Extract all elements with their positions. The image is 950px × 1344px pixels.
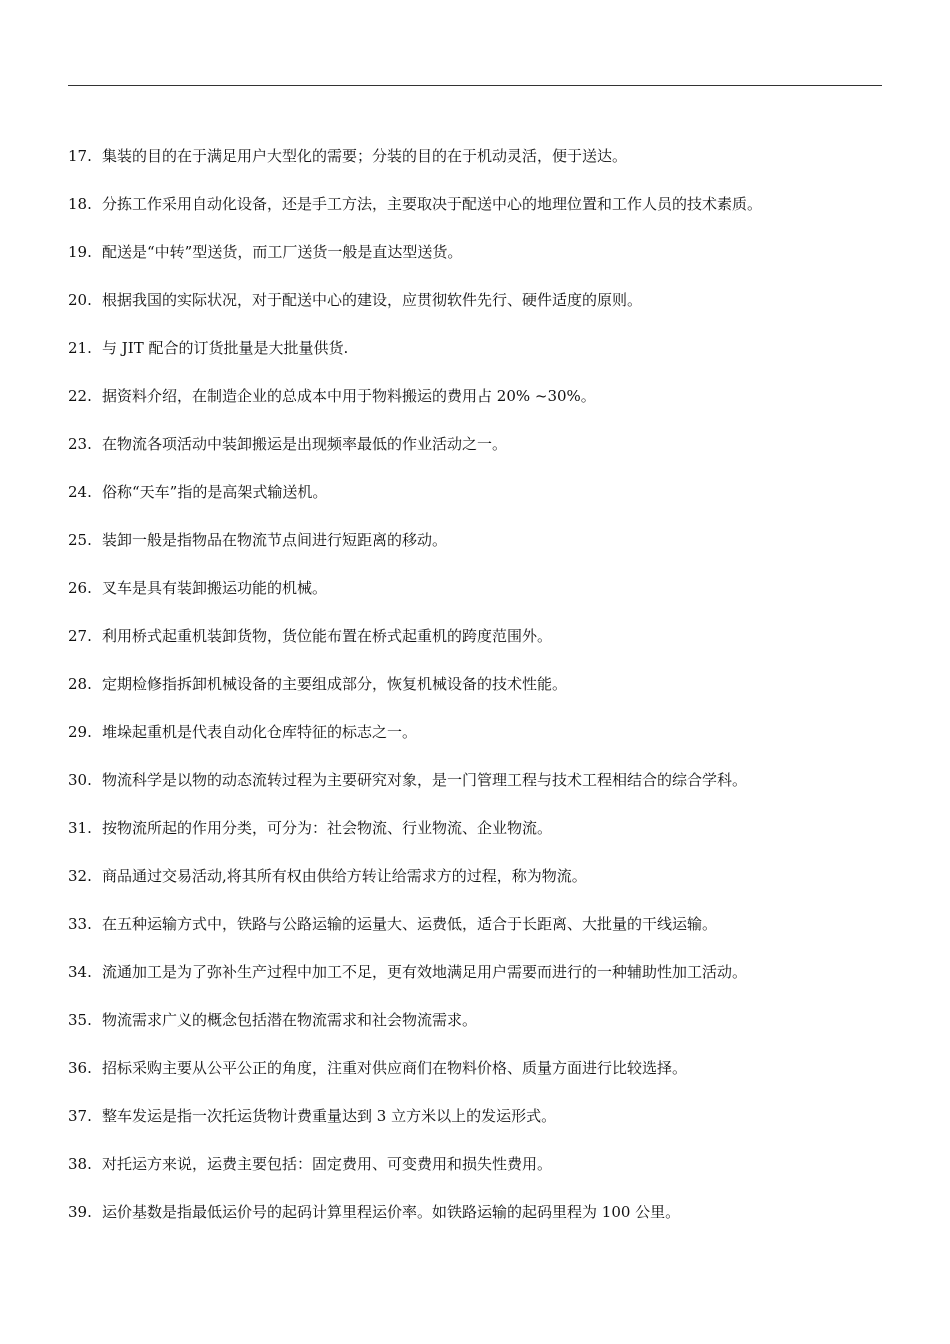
item-number: 31. bbox=[68, 819, 92, 837]
item-number: 20. bbox=[68, 291, 92, 309]
item-number: 37. bbox=[68, 1107, 92, 1125]
item-number: 32. bbox=[68, 867, 92, 885]
list-item bbox=[68, 1199, 882, 1247]
item-text: 叉车是具有装卸搬运功能的机械。 bbox=[102, 579, 328, 597]
item-text: 定期检修指拆卸机械设备的主要组成部分，恢复机械设备的技术性能。 bbox=[102, 675, 568, 693]
list-item bbox=[68, 527, 882, 575]
item-number: 24. bbox=[68, 483, 92, 501]
list-item bbox=[68, 767, 882, 815]
list-item bbox=[68, 1151, 882, 1199]
item-text: 整车发运是指一次托运货物计费重量达到 3 立方米以上的发运形式。 bbox=[102, 1107, 557, 1125]
list-item bbox=[68, 479, 882, 527]
item-text: 物流需求广义的概念包括潜在物流需求和社会物流需求。 bbox=[102, 1011, 478, 1029]
list-item bbox=[68, 1055, 882, 1103]
list-item bbox=[68, 911, 882, 959]
list-item bbox=[68, 431, 882, 479]
item-text: 据资料介绍，在制造企业的总成本中用于物料搬运的费用占 20% ~30%。 bbox=[102, 387, 596, 405]
item-number: 27. bbox=[68, 627, 92, 645]
list-item bbox=[68, 623, 882, 671]
item-number: 23. bbox=[68, 435, 92, 453]
list-item bbox=[68, 239, 882, 287]
item-number: 22. bbox=[68, 387, 92, 405]
item-number: 39. bbox=[68, 1203, 92, 1221]
item-number: 30. bbox=[68, 771, 92, 789]
list-item bbox=[68, 719, 882, 767]
item-text: 配送是“中转”型送货，而工厂送货一般是直达型送货。 bbox=[102, 243, 463, 261]
item-text: 堆垛起重机是代表自动化仓库特征的标志之一。 bbox=[102, 723, 418, 741]
list-item bbox=[68, 143, 882, 191]
item-number: 38. bbox=[68, 1155, 92, 1173]
item-number: 26. bbox=[68, 579, 92, 597]
item-text: 运价基数是指最低运价号的起码计算里程运价率。如铁路运输的起码里程为 100 公里。 bbox=[102, 1203, 681, 1221]
item-text: 分拣工作采用自动化设备，还是手工方法，主要取决于配送中心的地理位置和工作人员的技术素质。 bbox=[102, 195, 763, 213]
item-text: 物流科学是以物的动态流转过程为主要研究对象，是一门管理工程与技术工程相结合的综合学科。 bbox=[102, 771, 748, 789]
item-text: 根据我国的实际状况，对于配送中心的建设，应贯彻软件先行、硬件适度的原则。 bbox=[102, 291, 643, 309]
item-number: 29. bbox=[68, 723, 92, 741]
item-text: 流通加工是为了弥补生产过程中加工不足，更有效地满足用户需要而进行的一种辅助性加工活动。 bbox=[102, 963, 748, 981]
item-number: 28. bbox=[68, 675, 92, 693]
item-text: 俗称“天车”指的是高架式输送机。 bbox=[102, 483, 328, 501]
list-item bbox=[68, 575, 882, 623]
item-text: 商品通过交易活动,将其所有权由供给方转让给需求方的过程，称为物流。 bbox=[102, 867, 587, 885]
list-item bbox=[68, 1007, 882, 1055]
item-number: 19. bbox=[68, 243, 92, 261]
item-text: 装卸一般是指物品在物流节点间进行短距离的移动。 bbox=[102, 531, 448, 549]
list-item bbox=[68, 815, 882, 863]
item-number: 18. bbox=[68, 195, 92, 213]
item-number: 17. bbox=[68, 147, 92, 165]
list-item bbox=[68, 191, 882, 239]
item-number: 25. bbox=[68, 531, 92, 549]
item-text: 利用桥式起重机装卸货物，货位能布置在桥式起重机的跨度范围外。 bbox=[102, 627, 553, 645]
item-text: 与 JIT 配合的订货批量是大批量供货. bbox=[102, 339, 349, 357]
item-text: 在五种运输方式中，铁路与公路运输的运量大、运费低，适合于长距离、大批量的干线运输。 bbox=[102, 915, 718, 933]
item-text: 集装的目的在于满足用户大型化的需要；分装的目的在于机动灵活，便于送达。 bbox=[102, 147, 628, 165]
item-number: 35. bbox=[68, 1011, 92, 1029]
header-rule bbox=[68, 85, 882, 86]
item-number: 33. bbox=[68, 915, 92, 933]
list-item bbox=[68, 863, 882, 911]
item-text: 在物流各项活动中装卸搬运是出现频率最低的作业活动之一。 bbox=[102, 435, 508, 453]
item-text: 按物流所起的作用分类，可分为：社会物流、行业物流、企业物流。 bbox=[102, 819, 553, 837]
list-item bbox=[68, 959, 882, 1007]
list-item bbox=[68, 671, 882, 719]
item-text: 招标采购主要从公平公正的角度，注重对供应商们在物料价格、质量方面进行比较选择。 bbox=[102, 1059, 688, 1077]
list-item bbox=[68, 287, 882, 335]
list-item bbox=[68, 1103, 882, 1151]
item-number: 21. bbox=[68, 339, 92, 357]
item-number: 36. bbox=[68, 1059, 92, 1077]
list-item bbox=[68, 335, 882, 383]
question-list bbox=[68, 143, 882, 1247]
item-text: 对托运方来说，运费主要包括：固定费用、可变费用和损失性费用。 bbox=[102, 1155, 553, 1173]
list-item bbox=[68, 383, 882, 431]
item-number: 34. bbox=[68, 963, 92, 981]
